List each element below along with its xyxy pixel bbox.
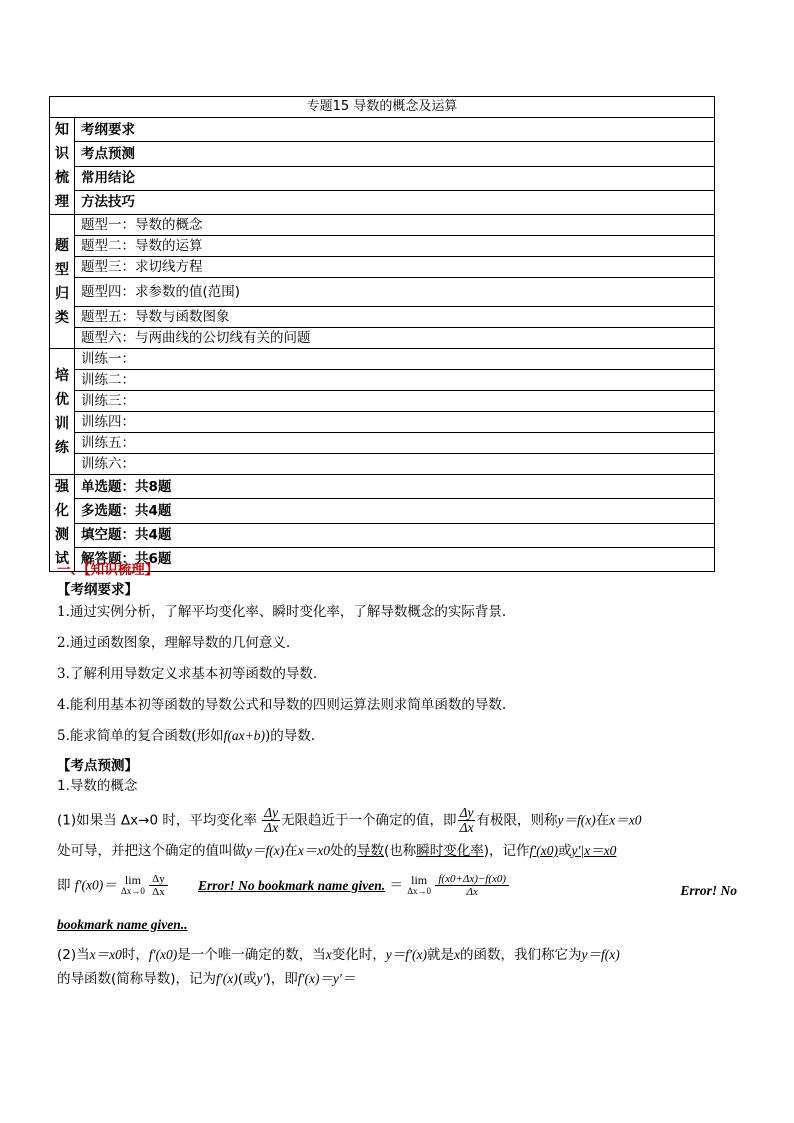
table-item: 训练六： bbox=[75, 454, 715, 475]
error-field-2: Error! No bbox=[680, 883, 737, 898]
requirement-item: 4.能利用基本初等函数的导数公式和导数的四则运算法则求简单函数的导数. bbox=[57, 697, 507, 713]
requirement-item: 3.了解利用导数定义求基本初等函数的导数. bbox=[57, 666, 318, 682]
table-item: 训练一： bbox=[75, 349, 715, 370]
table-item: 多选题：共4题 bbox=[75, 499, 715, 523]
paragraph-derived-function: (2)当x＝x0时，f′(x0)是一个唯一确定的数，当x变化时，y＝f′(x)就是x的函数，我们称它为y＝f(x) bbox=[57, 947, 620, 963]
group-label-knowledge: 知 识 梳 理 bbox=[50, 118, 75, 215]
item-title: 1.导数的概念 bbox=[57, 778, 138, 794]
group-label-tests: 强 化 测 试 bbox=[50, 475, 75, 572]
limit-expression: lim Δx→0 bbox=[407, 872, 432, 896]
limit-expression: lim Δx→0 bbox=[121, 872, 145, 896]
table-item: 题型二：导数的运算 bbox=[75, 236, 715, 257]
paragraph-derived-function-cont: 的导函数(简称导数)，记为f′(x)(或y′)，即f′(x)＝y′＝ bbox=[57, 971, 356, 987]
requirement-item: 2.通过函数图象，理解导数的几何意义. bbox=[57, 635, 291, 651]
error-field-1: Error! No bookmark name given. bbox=[198, 877, 386, 893]
paragraph-derivative-definition: (1)如果当 Δx→0 时，平均变化率 $\frac{\Delta y}{\Delta x}$ 无限趋近于一个确定的值，即 $\frac{\Delta y}{\Delta x}$ 有极限，则称y＝f(x)在x＝x0 bbox=[57, 805, 642, 835]
requirement-item: 1.通过实例分析，了解平均变化率、瞬时变化率，了解导数概念的实际背景. bbox=[57, 604, 507, 620]
table-item: 训练五： bbox=[75, 433, 715, 454]
paragraph-limit-formula: 即 f′(x0)＝ lim Δx→0 $\frac{\Delta y}{\Delta x}$ Error! No bookmark name given. ＝ lim Δx→0 $\frac{f(x0+\Delta x)-f(x0)}{\Delta x}$ Error! No bbox=[57, 873, 747, 913]
table-item: 题型五：导数与函数图象 bbox=[75, 307, 715, 328]
fraction-difference-quotient: $\frac{f(x0+\Delta x)-f(x0)}{\Delta x}$ bbox=[435, 873, 509, 898]
section-title: 一、【知识梳理】 bbox=[57, 562, 159, 578]
requirement-item: 5.能求简单的复合函数(形如f(ax+b))的导数. bbox=[57, 728, 316, 744]
table-item: 方法技巧 bbox=[75, 190, 715, 214]
group-label-training: 培 优 训 练 bbox=[50, 349, 75, 475]
table-item: 考点预测 bbox=[75, 142, 715, 166]
table-item: 训练二： bbox=[75, 370, 715, 391]
subsection-heading-prediction: 【考点预测】 bbox=[57, 758, 138, 774]
table-item: 填空题：共4题 bbox=[75, 523, 715, 547]
fraction-dy-dx: $\frac{\Delta y}{\Delta x}$ bbox=[459, 805, 474, 835]
table-item: 题型一：导数的概念 bbox=[75, 215, 715, 236]
table-item: 题型四：求参数的值(范围) bbox=[75, 278, 715, 307]
content-body bbox=[57, 560, 747, 991]
table-title: 专题15 导数的概念及运算 bbox=[50, 97, 715, 118]
table-item: 考纲要求 bbox=[75, 118, 715, 142]
table-item: 训练三： bbox=[75, 391, 715, 412]
table-item: 常用结论 bbox=[75, 166, 715, 190]
fraction-dy-dx-small: $\frac{\Delta y}{\Delta x}$ bbox=[149, 873, 168, 898]
paragraph-derivative-notation: 处可导，并把这个确定的值叫做y＝f(x)在x＝x0处的导数(也称瞬时变化率)，记作f′(x0)或y′|x＝x0 bbox=[57, 843, 617, 859]
table-item: 题型三：求切线方程 bbox=[75, 257, 715, 278]
error-field-2-continued: bookmark name given.. bbox=[57, 917, 188, 932]
table-item: 单选题：共8题 bbox=[75, 475, 715, 499]
fraction-dy-dx: $\frac{\Delta y}{\Delta x}$ bbox=[264, 805, 279, 835]
group-label-types: 题 型 归 类 bbox=[50, 215, 75, 349]
table-item: 解答题：共6题 bbox=[75, 547, 715, 571]
subsection-heading-requirements: 【考纲要求】 bbox=[57, 582, 138, 598]
table-item: 题型六：与两曲线的公切线有关的问题 bbox=[75, 328, 715, 349]
outline-table bbox=[49, 96, 715, 572]
table-item: 训练四： bbox=[75, 412, 715, 433]
